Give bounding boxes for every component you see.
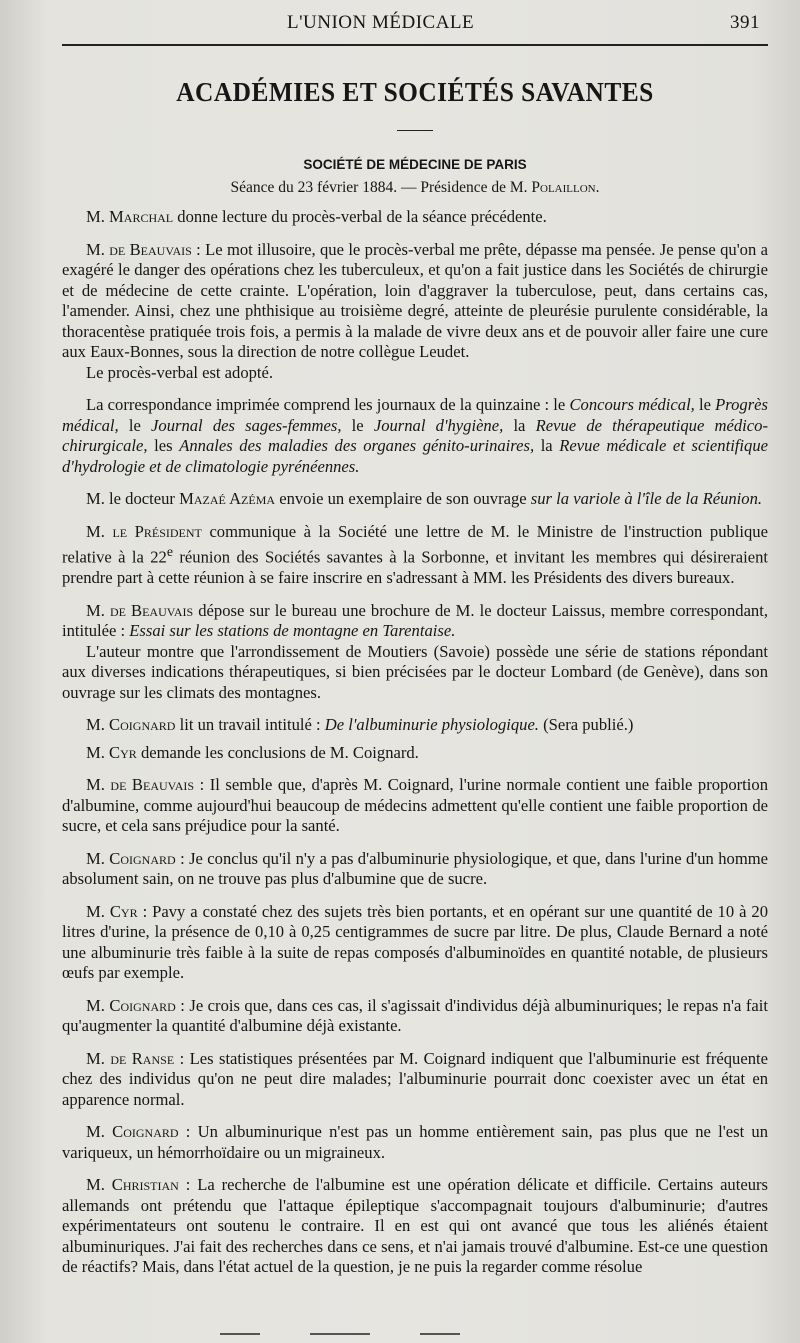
society-name: SOCIÉTÉ DE MÉDECINE DE PARIS xyxy=(303,157,527,172)
print-marks xyxy=(220,1331,620,1335)
session-date: Séance du 23 février 1884. — Présidence de M. xyxy=(230,179,528,196)
paragraph: L'auteur montre que l'arrondissement de Moutiers (Savoie) possède une série de stations répondant aux diverses indications thérapeutiques, si bien précisées par le docteur Lombard (de Genève), dans son ouvrage sur les climats des montagnes. xyxy=(62,641,768,702)
paragraph: M. Coignard : Je crois que, dans ces cas, il s'agissait d'individus déjà albuminuriques; le repas n'a fait qu'augmenter la quantité d'albumine déjà existante. xyxy=(62,995,769,1036)
session-president: Polaillon xyxy=(531,179,596,196)
session-line: Séance du 23 février 1884. — Présidence de M. Polaillon. xyxy=(230,179,600,196)
paragraph: M. le Président communique à la Société une lettre de M. le Ministre de l'instruction publique relative à la 22e réunion des Sociétés savantes à la Sorbonne, et invitant les membres qui désireraient prendre part à cette réunion à se faire inscrire en s'adressant à MM. les Présidents des divers bureaux. xyxy=(62,521,768,588)
paragraph: M. Christian : La recherche de l'albumine est une opération délicate et difficile. Certains auteurs allemands ont prétendu que l'attaque épileptique s'accompagnait toujours d'albuminurie; d'autres expérimentateurs ont soutenu le contraire. Il en est qui ont avancé que tous les aliénés étaient albuminuriques. J'ai fait des recherches dans ce sens, et n'ai jamais trouvé d'albumine. Est-ce une question de réactifs? Mais, dans l'état actuel de la question, je ne puis la regarder comme résolue xyxy=(62,1175,768,1277)
paragraph: M. Coignard : Je conclus qu'il n'y a pas d'albuminurie physiologique, et que, dans l'urine d'un homme absolument sain, on ne trouve pas plus d'albumine que de sucre. xyxy=(62,848,769,889)
paragraph: M. de Beauvais dépose sur le bureau une brochure de M. le docteur Laissus, membre correspondant, intitulée : Essai sur les stations de montagne en Tarentaise. xyxy=(62,600,768,641)
paragraph: M. Marchal donne lecture du procès-verbal de la séance précédente. xyxy=(86,207,547,226)
paragraph: La correspondance imprimée comprend les journaux de la quinzaine : le Concours médical, le Progrès médical, le Journal des sages-femmes, le Journal d'hygiène, la Revue de thérapeutique médico-chirurgicale, les Annales des maladies des organes génito-urinaires, la Revue médicale et scientifique d'hydrologie et de climatologie pyrénéennes. xyxy=(62,395,768,476)
title-rule xyxy=(397,130,433,131)
paragraph: M. Coignard lit un travail intitulé : De l'albuminurie physiologique. (Sera publié.) xyxy=(86,715,634,735)
paragraph: M. Coignard : Un albuminurique n'est pas un homme entièrement sain, pas plus que ne l'est un variqueux, un hémorrhoïdaire ou un migraineux. xyxy=(62,1122,768,1162)
paragraph: M. de Beauvais : Le mot illusoire, que le procès-verbal me prête, dépasse ma pensée. Je pense qu'on a exagéré le danger des opérations chez les tuberculeux, et qu'on a fait justice dans les Sociétés de chirurgie et de médecine de cette crainte. L'opération, loin d'aggraver la tuberculose, peut, dans certains cas, l'amender. Ainsi, chez une phthisique au troisième degré, atteinte de pleurésie purulente considérable, la thoracentèse pratiquée trois fois, a permis à la malade de vivre deux ans et de pouvoir aller faire une cure aux Eaux-Bonnes, sous la direction de notre collègue Leudet. xyxy=(62,239,768,361)
article-body xyxy=(62,207,768,1278)
paragraph: M. Cyr demande les conclusions de M. Coignard. xyxy=(86,742,419,762)
journal-title: L'UNION MÉDICALE xyxy=(287,12,475,33)
paragraph: Le procès-verbal est adopté. xyxy=(86,362,274,382)
paragraph: M. de Beauvais : Il semble que, d'après M. Coignard, l'urine normale contient une faible proportion d'albumine, comme aujourd'hui beaucoup de médecins admettent qu'elle contient une faible proportion de sucre, et cela sans préjudice pour la santé. xyxy=(62,775,768,836)
running-head xyxy=(62,0,768,46)
paragraph: M. Cyr : Pavy a constaté chez des sujets très bien portants, et en opérant sur une quantité de 10 à 20 litres d'urine, la présence de 0,10 à 0,25 centigrammes de sucre par litre. De plus, Claude Bernard a noté une albuminurie très faible à la suite de repas composés d'albuminoïdes en quantité notable, de plusieurs œufs par exemple. xyxy=(62,901,768,983)
paragraph: M. de Ranse : Les statistiques présentées par M. Coignard indiquent que l'albuminurie est fréquente chez des individus qu'on ne peut dire malades; l'albuminurie pourrait donc coexister avec un état en apparence normal. xyxy=(62,1048,768,1109)
section-title: ACADÉMIES ET SOCIÉTÉS SAVANTES xyxy=(176,77,654,107)
page-number: 391 xyxy=(730,12,760,33)
paragraph: M. le docteur Mazaé Azéma envoie un exemplaire de son ouvrage sur la variole à l'île de la Réunion. xyxy=(86,489,763,508)
